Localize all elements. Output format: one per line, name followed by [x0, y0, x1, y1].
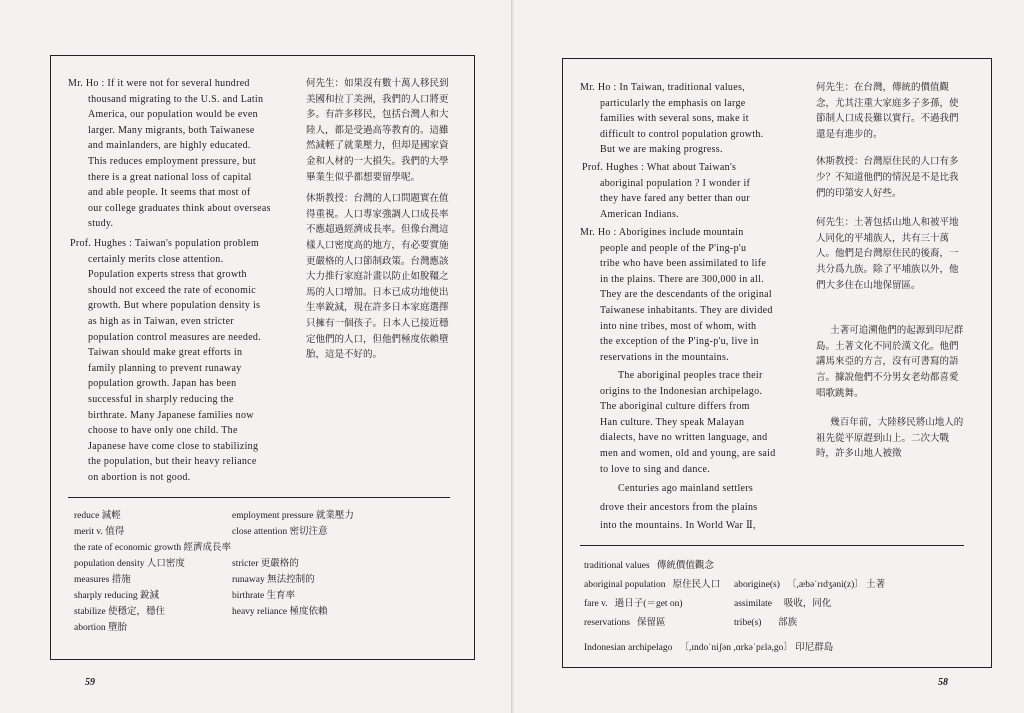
vocab-term: Indonesian archipelago	[584, 643, 673, 653]
left-vocab-col-2	[232, 508, 354, 620]
vocab-item: stricter 更嚴格的	[232, 559, 299, 569]
vocab-def: 傳統價值觀念	[656, 561, 714, 571]
text-line: the exception of the P'ing-p'u, live in	[600, 336, 759, 348]
vocab-item: stabilize 使穩定，穩住	[74, 607, 166, 617]
vocab-item: reduce 減輕	[74, 511, 121, 521]
text-line: dialects, have no written language, and	[600, 432, 768, 444]
text-line: Taiwan should make great efforts in	[88, 347, 243, 359]
text-line: Mr. Ho : Aborigines include mountain	[580, 227, 744, 238]
vocab-term: fare v.	[584, 599, 608, 609]
right-chinese-translation	[816, 80, 964, 462]
left-chinese-translation	[306, 76, 456, 363]
vocab-item	[734, 614, 797, 633]
text-line: larger. Many migrants, both Taiwanese	[88, 124, 255, 136]
text-line: difficult to control population growth.	[600, 128, 764, 140]
vocab-term: aboriginal population	[584, 580, 666, 590]
text-line: Mr. Ho : If it were not for several hundred	[68, 78, 250, 89]
vocab-item	[584, 639, 984, 658]
left-vocab-col-1	[74, 508, 231, 636]
text-line: They are the descendants of the original	[600, 289, 772, 301]
chinese-paragraph: 土著可追溯他們的起源到印尼群島。土著文化不同於漢文化。他們講馬來亞的方言，沒有可書寫的語言。據說他們不分男女老幼都喜愛唱歌跳舞。	[816, 325, 964, 399]
text-line: growth. But where population density is	[88, 300, 261, 312]
text-line: they have fared any better than our	[600, 193, 750, 205]
text-line: men and women, old and young, are said	[600, 448, 776, 459]
vocab-item	[734, 595, 831, 614]
chinese-paragraph: 何先生：如果沒有數十萬人移民到美國和拉丁美洲，我們的人口將更多。有許多移民，包括台灣人和大陸人，都是受過高等教育的。這雖然減輕了就業壓力，但却是國家資金和人材的一大損失。我們的大學畢業生似乎都想要留學呢。	[306, 78, 449, 183]
chinese-paragraph: 休斯教授：台灣原住民的人口有多少？不知道他們的情況是不是比我們的印第安人好些。	[816, 156, 959, 199]
vocab-item	[584, 557, 984, 576]
vocab-term: reservations	[584, 618, 630, 628]
vocab-def: 過日子(＝get on)	[614, 599, 683, 609]
vocab-item	[584, 576, 984, 595]
chinese-paragraph: 何先生：在台灣，傳統的價值觀念，尤其注重大家庭多子多孫，使節制人口成長難以實行。不過我們還是有進步的。	[816, 82, 959, 140]
vocab-item	[584, 595, 984, 614]
vocab-item: measures 措施	[74, 575, 131, 585]
text-line: origins to the Indonesian archipelago.	[600, 385, 763, 397]
text-line: birthrate. Many Japanese families now	[88, 409, 254, 421]
vocab-item	[734, 576, 885, 595]
vocab-def: 〔,ɪndoˈniʃən ,ɑrkəˈpɛlə,go〕 印尼群島	[679, 643, 834, 653]
text-line: families with several sons, make it	[600, 113, 749, 125]
text-line: in the plains. There are 300,000 in all.	[600, 273, 764, 285]
chinese-paragraph: 休斯教授：台灣的人口問題實在值得重視。人口專家強調人口成長率不應超過經濟成長率。但像台灣這樣人口密度高的地方，有必要實施更嚴格的人口節制政策。台灣應該大力推行家庭計畫以防止如脫韁之馬的人口增加。日本已成功地使出生率銳減，現在許多日本家庭選擇只擁有一個孩子。日本人已接近穩定他們的人口，但他們極度依賴墮胎，這是不好的。	[306, 193, 449, 361]
vocab-item: employment pressure 就業壓力	[232, 511, 354, 521]
text-line: choose to have only one child. The	[88, 425, 238, 437]
text-line: certainly merits close attention.	[88, 253, 224, 265]
chinese-paragraph: 幾百年前，大陸移民將山地人的祖先從平原趕到山上。二次大戰時，許多山地人被徵	[816, 417, 964, 460]
text-line: Prof. Hughes : Taiwan's population problem	[70, 238, 260, 249]
vocab-term: tribe(s)	[734, 618, 762, 628]
vocab-term: aborigine(s)	[734, 580, 780, 590]
vocab-item: merit v. 值得	[74, 527, 125, 537]
text-line: thousand migrating to the U.S. and Latin	[88, 93, 264, 105]
text-line: study.	[88, 218, 114, 230]
text-line: America, our population would be even	[88, 109, 258, 121]
page-number: 58	[938, 677, 948, 688]
vocab-divider	[580, 545, 964, 546]
vocab-def: 吸收，同化	[783, 599, 832, 609]
text-line: Prof. Hughes : What about Taiwan's	[582, 162, 737, 173]
text-line: Japanese have come close to stabilizing	[88, 440, 259, 452]
text-line: into the mountains. In World War Ⅱ,	[600, 520, 756, 531]
vocab-term: traditional values	[584, 561, 650, 571]
text-line: should not exceed the rate of economic	[88, 284, 257, 296]
text-line: family planning to prevent runaway	[88, 362, 242, 374]
vocab-item: population density 人口密度	[74, 559, 185, 569]
text-line: there is a great national loss of capital	[88, 171, 252, 183]
text-line: into nine tribes, most of whom, with	[600, 320, 757, 332]
text-line: and able people. It seems that most of	[88, 187, 251, 199]
text-line: tribe who have been assimilated to life	[600, 258, 767, 270]
vocab-item	[584, 614, 984, 633]
text-line: Han culture. They speak Malayan	[600, 416, 745, 428]
text-line: population control measures are needed.	[88, 331, 262, 343]
text-line: The aboriginal culture differs from	[600, 401, 750, 413]
vocab-def: 〔,æbəˈrɪdʒəni(z)〕 土著	[787, 580, 886, 590]
vocab-item: sharply reducing 銳減	[74, 591, 159, 601]
vocab-divider	[68, 497, 450, 498]
text-line: and mainlanders, are highly educated.	[88, 140, 251, 152]
vocab-def: 保留區	[637, 618, 666, 628]
text-line: reservations in the mountains.	[600, 351, 729, 363]
text-line: on abortion is not good.	[88, 472, 191, 483]
right-vocab	[584, 557, 984, 658]
text-line: successful in sharply reducing the	[88, 394, 234, 405]
chinese-paragraph: 何先生：土著包括山地人和被平地人同化的平埔族人，共有三十萬人。他們是台灣原住民的後裔，一共分爲九族。除了平埔族以外，他們大多住在山地保留區。	[816, 217, 959, 291]
text-line: to love to sing and dance.	[600, 463, 710, 475]
vocab-item: birthrate 生育率	[232, 591, 296, 601]
vocab-term: assimilate	[734, 599, 772, 609]
text-line: as high as in Taiwan, even stricter	[88, 316, 234, 327]
text-line: Taiwanese inhabitants. They are divided	[600, 305, 773, 316]
text-line: particularly the emphasis on large	[600, 97, 746, 109]
text-line: the population, but their heavy reliance	[88, 456, 257, 468]
text-line: Mr. Ho : In Taiwan, traditional values,	[580, 82, 745, 93]
text-line: drove their ancestors from the plains	[600, 502, 758, 513]
text-line: people and people of the P'ing-p'u	[600, 242, 747, 254]
text-line: population growth. Japan has been	[88, 378, 237, 390]
vocab-def: 部族	[778, 618, 798, 628]
vocab-item: runaway 無法控制的	[232, 575, 315, 585]
text-line: The aboriginal peoples trace their	[618, 370, 763, 381]
text-line: But we are making progress.	[600, 144, 723, 156]
text-line: aboriginal population ? I wonder if	[600, 177, 751, 189]
text-line: our college graduates think about overseas	[88, 202, 271, 214]
vocab-item: abortion 墮胎	[74, 623, 128, 633]
text-line: This reduces employment pressure, but	[88, 156, 257, 167]
vocab-item: close attention 密切注意	[232, 527, 328, 537]
right-page	[514, 0, 1024, 713]
vocab-def: 原住民人口	[672, 580, 721, 590]
text-line: Population experts stress that growth	[88, 269, 247, 281]
vocab-item: heavy reliance 極度依賴	[232, 607, 328, 617]
text-line: Centuries ago mainland settlers	[618, 483, 754, 494]
vocab-item: the rate of economic growth 經濟成長率	[74, 543, 231, 553]
page-number: 59	[85, 677, 95, 688]
text-line: American Indians.	[600, 208, 679, 220]
